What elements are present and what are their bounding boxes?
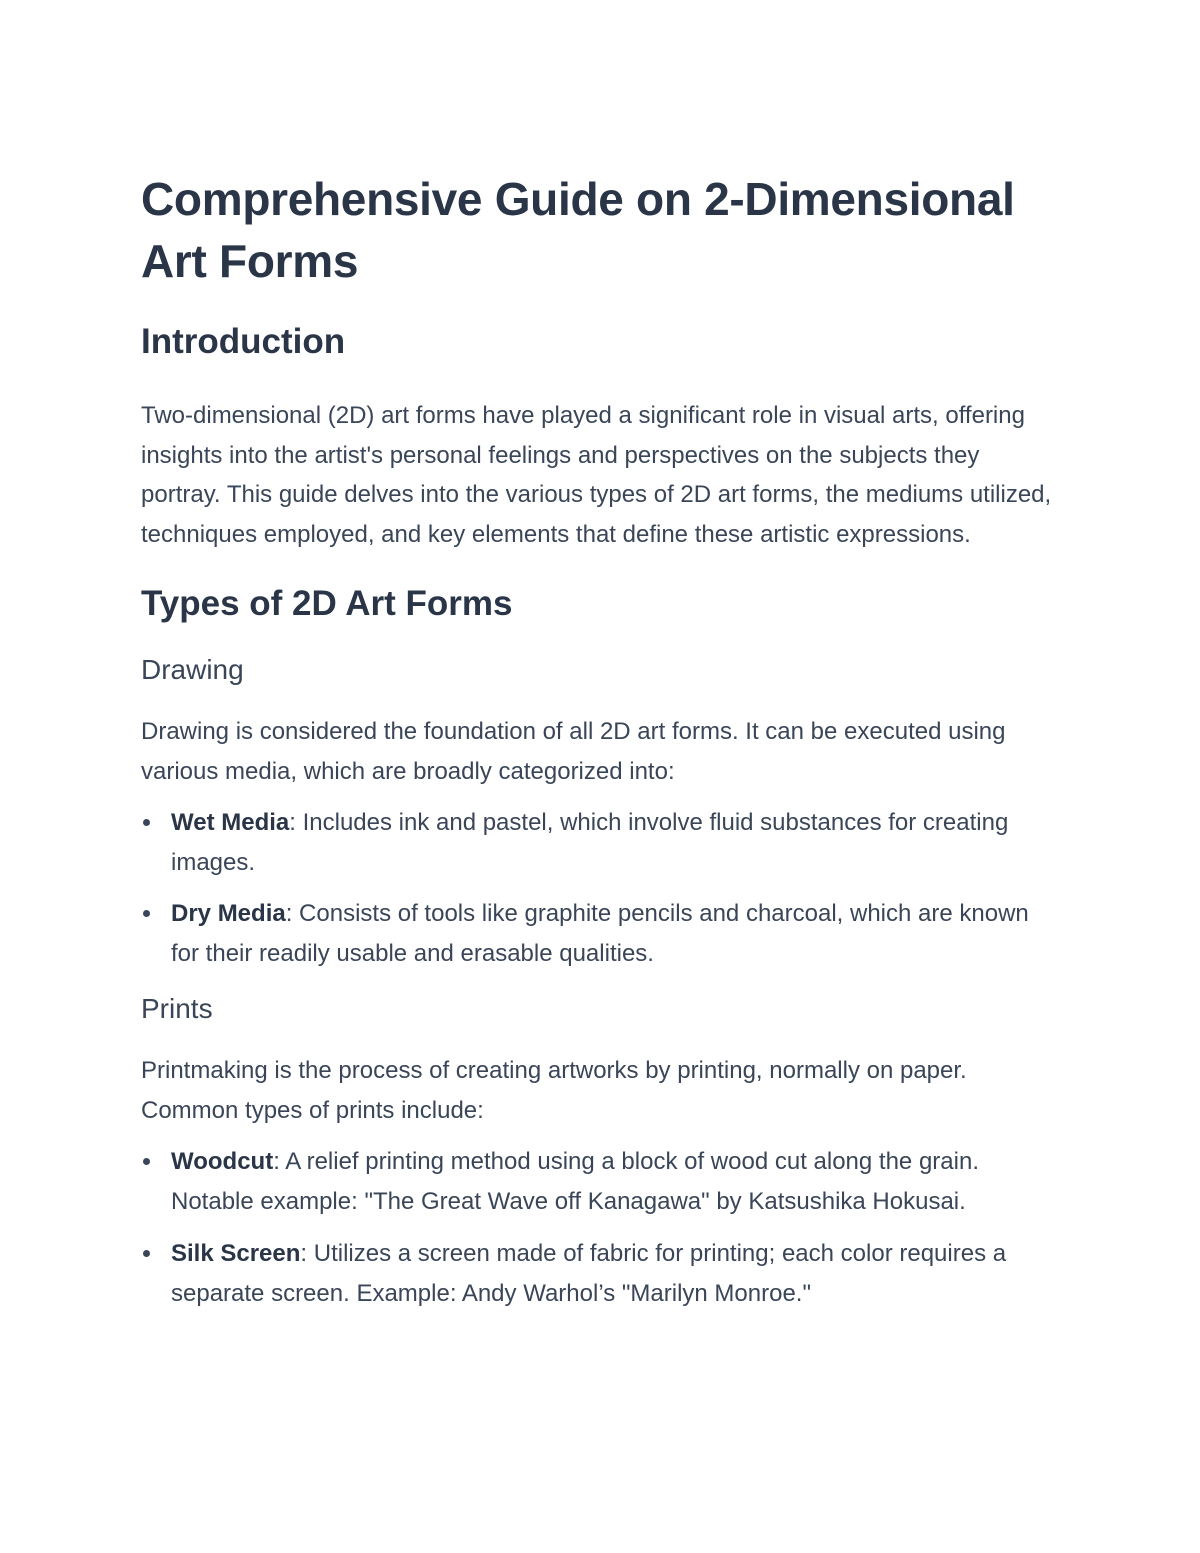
drawing-heading: Drawing <box>141 654 244 685</box>
list-item-separator: : <box>289 809 296 836</box>
list-item-wet-media <box>141 803 1061 882</box>
list-item-text: Includes ink and pastel, which involve fluid substances for creating images. <box>171 809 1009 876</box>
document-page <box>141 168 1061 1313</box>
list-item-separator: : <box>285 900 293 927</box>
list-item-separator: : <box>273 1148 280 1175</box>
list-item-term: Wet Media <box>171 809 290 836</box>
list-item-text: A relief printing method using a block of wood cut along the grain. Notable example: "The Great Wave off Kanagawa" by Katsushika Hokusai. <box>171 1148 979 1215</box>
list-item-woodcut <box>141 1142 1061 1221</box>
list-item-dry-media <box>141 894 1061 973</box>
prints-paragraph: Printmaking is the process of creating artworks by printing, normally on paper. Common types of prints include: <box>141 1057 967 1124</box>
drawing-media-list <box>141 803 1061 973</box>
types-heading: Types of 2D Art Forms <box>141 584 513 623</box>
list-item-term: Dry Media <box>171 900 286 927</box>
list-item-silk-screen <box>141 1234 1061 1313</box>
list-item-text: Consists of tools like graphite pencils and charcoal, which are known for their readily usable and erasable qualities. <box>171 900 1029 967</box>
document-title: Comprehensive Guide on 2-Dimensional Art Forms <box>141 173 1015 287</box>
list-item-term: Silk Screen <box>171 1240 301 1267</box>
list-item-separator: : <box>300 1240 308 1267</box>
list-item-text: Utilizes a screen made of fabric for printing; each color requires a separate screen. Example: Andy Warhol’s "Marilyn Monroe." <box>171 1240 1007 1307</box>
prints-types-list <box>141 1142 1061 1313</box>
drawing-paragraph: Drawing is considered the foundation of all 2D art forms. It can be executed using various media, which are broadly categorized into: <box>141 718 1006 785</box>
introduction-paragraph: Two-dimensional (2D) art forms have played a significant role in visual arts, offering insights into the artist's personal feelings and perspectives on the subjects they portray. This guide delves into the various types of 2D art forms, the mediums utilized, techniques employed, and key elements that define these artistic expressions. <box>141 402 1052 548</box>
prints-heading: Prints <box>141 993 213 1024</box>
list-item-term: Woodcut <box>171 1148 274 1175</box>
introduction-heading: Introduction <box>141 322 346 361</box>
